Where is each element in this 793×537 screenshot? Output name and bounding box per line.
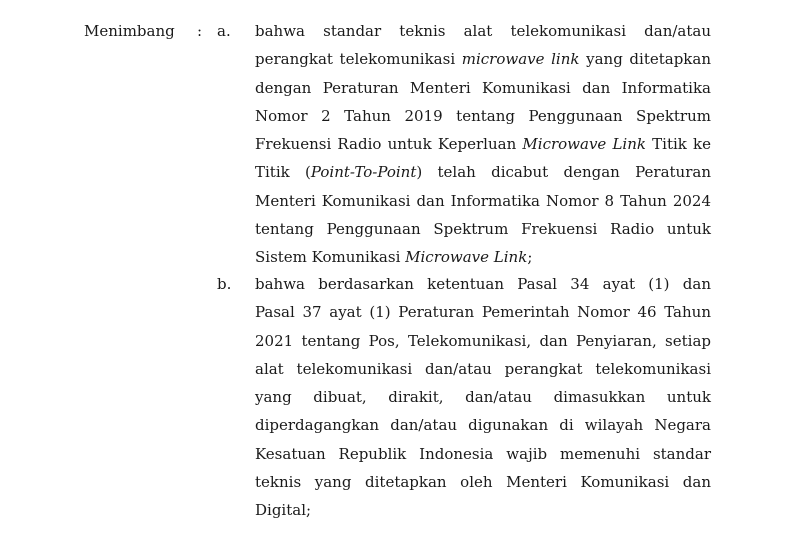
text-segment: bahwa standar teknis alat telekomunikasi dan/atau <box>255 22 711 40</box>
text-line <box>255 74 711 102</box>
section-label-menimbang: Menimbang <box>84 22 175 40</box>
text-segment: diperdagangkan dan/atau digunakan di wilayah Negara <box>255 416 711 435</box>
item-letter-a: a. <box>217 22 231 40</box>
text-line <box>255 355 711 383</box>
text-segment: Kesatuan Republik Indonesia wajib memenuhi standar <box>255 444 711 463</box>
italic-term: Microwave Link <box>522 135 646 154</box>
text-line <box>255 215 711 243</box>
text-segment: Menteri Komunikasi dan Informatika Nomor 8 Tahun 2024 <box>255 191 711 210</box>
text-segment: tentang Penggunaan Spektrum Frekuensi Radio untuk <box>255 220 711 239</box>
text-line <box>255 383 711 411</box>
text-line <box>255 440 711 468</box>
text-segment: bahwa berdasarkan ketentuan Pasal 34 ayat (1) dan <box>255 275 711 293</box>
text-line <box>255 270 711 298</box>
text-line <box>255 298 711 326</box>
text-line <box>255 130 711 158</box>
italic-term: microwave link <box>461 50 580 69</box>
text-segment: Frekuensi Radio untuk Keperluan <box>255 135 523 154</box>
text-segment: dengan Peraturan Menteri Komunikasi dan Informatika <box>255 78 711 97</box>
text-segment: Titik ke <box>645 135 711 154</box>
text-segment: yang ditetapkan <box>579 50 711 69</box>
text-line <box>255 102 711 130</box>
text-segment: yang dibuat, dirakit, dan/atau dimasukkan untuk <box>255 388 711 407</box>
text-segment: Digital; <box>255 501 312 520</box>
text-segment: ; <box>527 248 533 267</box>
item-text-b <box>255 270 711 525</box>
text-line <box>255 45 711 73</box>
text-line <box>255 411 711 439</box>
section-colon: : <box>197 22 203 40</box>
text-line <box>255 243 711 271</box>
text-segment: ) telah dicabut dengan Peraturan <box>416 163 711 182</box>
text-line <box>255 468 711 496</box>
text-segment: perangkat telekomunikasi <box>255 50 462 69</box>
italic-term: Microwave Link <box>405 248 528 267</box>
text-line <box>255 187 711 215</box>
italic-term: Point-To-Point <box>310 163 417 182</box>
item-text-a <box>255 17 711 272</box>
text-segment: alat telekomunikasi dan/atau perangkat telekomunikasi <box>255 359 711 378</box>
text-line <box>255 327 711 355</box>
text-segment: 2021 tentang Pos, Telekomunikasi, dan Penyiaran, setiap <box>255 331 711 350</box>
text-line <box>255 158 711 186</box>
text-line <box>255 17 711 45</box>
text-segment: Sistem Komunikasi <box>255 248 406 267</box>
text-segment: Titik ( <box>255 163 311 182</box>
text-segment: teknis yang ditetapkan oleh Menteri Komunikasi dan <box>255 473 711 492</box>
item-letter-b: b. <box>217 275 232 293</box>
text-segment: Nomor 2 Tahun 2019 tentang Penggunaan Spektrum <box>255 106 711 125</box>
text-segment: Pasal 37 ayat (1) Peraturan Pemerintah Nomor 46 Tahun <box>255 303 711 322</box>
text-line <box>255 496 711 524</box>
